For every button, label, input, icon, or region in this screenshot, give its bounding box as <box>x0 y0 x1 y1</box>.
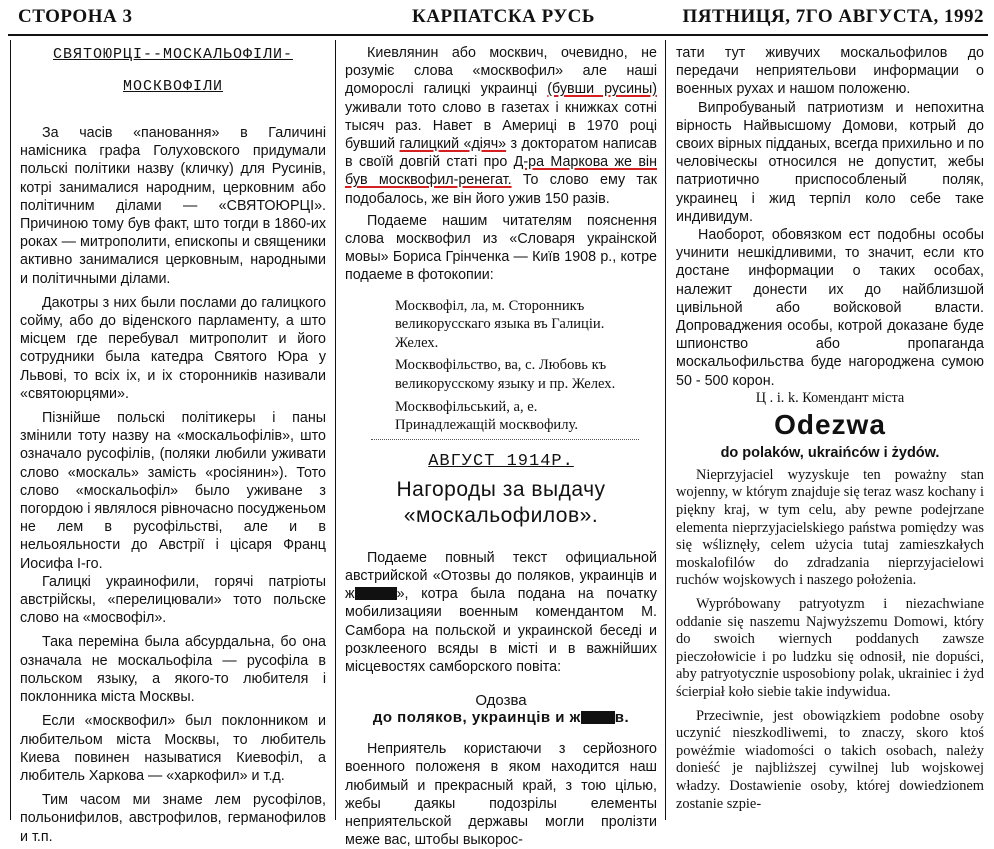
headline: Нагороды за выдачу <box>396 477 606 501</box>
paragraph: Подаеме нашим читателям пояснення слова москвофил из «Словаря украінской мовы» Бориса Грінченка — Київ 1908 р., котре подаеме в фотокопии: <box>345 212 657 284</box>
article-title: МОСКВОФІЛИ <box>122 78 223 95</box>
paragraph: Wypróbowany patryotyzm i niezachwiane oddanie się naszemu Najwyższemu Domowi, który do swoich wiernych poddanych zawsze pieczołowicie i po ludzku się odnosił, nie dopuści, aby patryotycznie usposobiony polak, ukrainiec i żyd ścierpiał koło siebie takie indywidua. <box>676 596 984 700</box>
dictionary-entry: Москвофільство, ва, с. Любовь къ великорусскому языку и пр. Желех. <box>395 357 616 393</box>
dictionary-entry: Москвофільський, а, е. Принадлежащій москвофилу. <box>395 398 579 434</box>
paragraph <box>345 549 657 676</box>
masthead-rule <box>8 34 988 36</box>
article-kicker: СВЯТОЮРЦІ--МОСКАЛЬОФІЛИ- <box>52 46 294 63</box>
masthead <box>0 0 994 38</box>
redaction-mark <box>355 587 397 600</box>
paragraph: Nieprzyjaciel wyzyskuje ten poważny stan wojenny, w którym znajduje się teraz wasz kochany i piękny kraj, w tym celu, aby pewne podejrzane elementa nieprzyjacielskiego państwa pomiędzy was się wśliznęły, celem użycia tutaj zamieszkałych moskalofilów do zdradzania nieprzyjacielowi ruchów wojskowych i naszego położenia. <box>676 466 984 589</box>
proclamation-title: Одозва <box>475 692 527 710</box>
dictionary-entry: Москвофіл, ла, м. Сторонникъ великорусскаго языка въ Галиціи. Желех. <box>395 297 605 351</box>
text-run: до поляков, украинців и ж <box>372 709 581 727</box>
column-divider-left <box>10 40 11 820</box>
paragraph: тати тут живучих москальофилов до передачи неприятельови информации о военных рухах и нашом положеню. <box>676 45 984 98</box>
text-run: Киевлянин або москвич, очевидно, не розуміє слова «москвофил» але наші доморослі галицкі украинці <box>345 45 657 98</box>
text-run: Подаеме повный текст официальной австрийской «Отозвы до поляков, украинців и ж <box>345 549 657 603</box>
text-run: », котра была подана на початку мобилизацияи военным комендантом М. Самбора на польской и украинской беседі и розклееного всяды в місті и в важнійших місцевостях самборского повіта: <box>345 586 657 676</box>
text-run: в. <box>614 709 630 727</box>
issue-date: ПЯТНИЦЯ, 7ГО АВГУСТА, 1992 <box>682 6 984 27</box>
paragraph: Неприятель користаючи з серйозного военного положеня в яком находится наш любимый и прекрасный край, з тою цілью, жебы даякы подозрілы елементы неприятельской державы могли пролізти меже вас, штобы выкорос- <box>345 741 657 849</box>
page-number: СТОРОНА 3 <box>18 6 133 27</box>
article-column-1 <box>20 44 326 846</box>
section-kicker: АВГУСТ 1914Р. <box>428 451 574 471</box>
highlighted-phrase: Д-ра Маркова же він був москвофил-ренегат. <box>345 154 657 189</box>
paragraph: Дакотры з них были послами до галицкого сойму, або до віденского парламенту, а што місцем где перебувал митрополит и його сотрудники была катедра Святого Юра у Львові, то всіх іх, и іх сторонників називали «святоюрцями». <box>20 294 326 402</box>
proclamation-subtitle-polish: do polaków, ukraińców i żydów. <box>720 444 940 461</box>
highlighted-phrase: галицкий «діяч» <box>399 136 507 153</box>
paragraph: Така переміна была абсурдальна, бо она означала не москальофіла — русофіла в польском языку, а якого-то любителя і поклонника міста Москвы. <box>20 634 326 706</box>
column-divider-1 <box>335 40 336 820</box>
paragraph: Przeciwnie, jest obowiązkiem podobne osoby uczynić nieszkodliwemi, to znaczy, skoro ktoś powėźmie wiadomości o takich osobach, należy donieść je najbliższej cywilnej lub wojskowej władzy. Dostawienie osoby, której dowiedzionem zostanie szpie- <box>676 707 984 812</box>
commandant-line: Ц . і. k. Комендант міста <box>755 389 905 406</box>
newspaper-title: КАРПАТСКА РУСЬ <box>412 6 595 27</box>
headline: «москальофилов». <box>403 503 599 527</box>
paragraph: Наоборот, обовязком ест подобны особы учинити нешкідливими, то значит, если кто достане информации о таких особах, належит донести их до найблизшой цивільной або войсковой власти. Допроваджения особы, котрой доказане буде шпионство або пропаганда москальофильства буде нагороджена сумою 50 - 500 корон. <box>676 227 984 389</box>
article-column-2 <box>345 44 657 849</box>
paragraph <box>345 44 657 208</box>
article-column-3 <box>676 44 984 813</box>
paragraph: Если «москвофил» был поклонником и любительом міста Москвы, то любитель Киева повинен называтися Киевофіл, а любитель Харкова — «харкофил» и т.д. <box>20 713 326 784</box>
paragraph: Пізнійше польскі політикеры і паны змінили тоту назву на «москальофілів», што означало русофілів, (поляки любили уживати слово «москаль» замість «росіянин»). Тото слово «москальофіл» было уживане з погордою і являлося рівночасно посудженьом не лем в русофільстві, але и в нельояльности до Австрії і цісаря Франц Иосифа I-го. <box>20 410 326 572</box>
proclamation-subtitle <box>345 709 657 726</box>
column-divider-2 <box>665 40 666 820</box>
text-run: То слово ему так подобалось, же він його ужив 150 разів. <box>345 172 657 207</box>
proclamation-title-polish: Odezwa <box>774 408 886 440</box>
text-run: з докторатом написав в своїй довгій статі про <box>345 136 657 171</box>
paragraph: Тим часом ми знаме лем русофілов, польонифилов, австрофилов, германофилов и т.п. <box>20 792 326 845</box>
dictionary-photocopy <box>371 297 639 440</box>
redaction-mark <box>581 711 615 724</box>
text-run: уживали тото слово в газетах і книжках сотні тысяч раз. Навет в Америці в 1970 році бувший <box>345 99 657 153</box>
paragraph: Галицкі украинофили, горячі патріоты австрійскы, «перелицювали» тото польске слово на «мосвофіл». <box>20 573 326 627</box>
highlighted-phrase: (бувши русины) <box>547 81 657 98</box>
paragraph: Випробуваный патриотизм и непохитна вірность Найвысшому Домови, котрый до своих вірных підданых, всегда прихильно и по человіческы относился не допустит, жебы патриотично приспособленый поляк, украинец і жид терпіл коло себе таке индивидум. <box>676 99 984 225</box>
paragraph: За часів «пановання» в Галичині намісника графа Голуховского придумали польскі політики назву (кличку) для Русинів, котрі занималися народним, церковним або політичним ділами — «СВЯТОЮРЦІ». Причиною тому був факт, што тогди в 1860-их роках — митрополити, епископы и священики активно занималися церковным, народными и політичными ділами. <box>20 125 326 287</box>
